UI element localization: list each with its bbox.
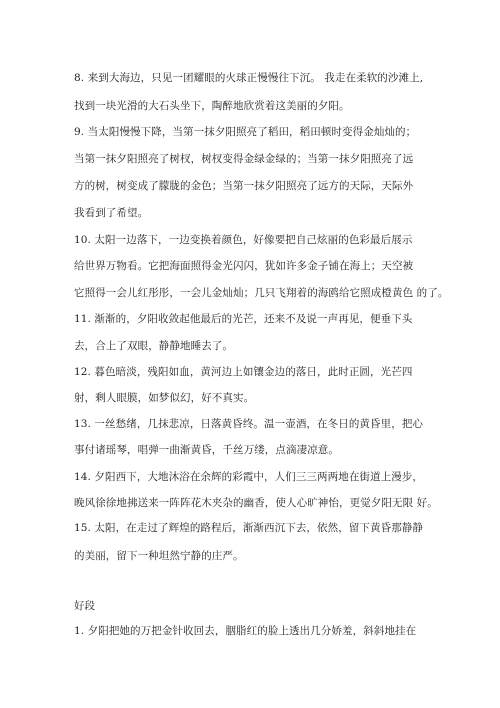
text-line: 去，合上了双眼，静静地睡去了。: [74, 340, 233, 352]
text-line: 晚风徐徐地拂送来一阵阵花木夹杂的幽香，使人心旷神怡，更觉夕阳无限 好。: [74, 497, 438, 509]
text-line: 我看到了希望。: [74, 207, 149, 219]
text-line: 事付诸瑶琴，唱弹一曲渐黄昏，千丝万缕，点滴凄凉意。: [74, 444, 339, 456]
text-line: 它照得一会儿红彤彤，一会儿金灿灿；几只飞翔着的海鸥给它照成橙黄色 的了。: [74, 287, 449, 299]
text-line: 当第一抹夕阳照亮了树杈，树杈变得金绿金绿的；当第一抹夕阳照亮了远: [74, 153, 414, 165]
text-line: 9. 当太阳慢慢下降，当第一抹夕阳照亮了稻田，稻田顿时变得金灿灿的；: [74, 126, 417, 138]
text-line: 的美丽，留下一种坦然宁静的庄严。: [74, 550, 244, 562]
text-line: 15. 太阳，在走过了辉煌的路程后，渐渐西沉下去，依然，留下黄昏那静静: [74, 522, 424, 534]
text-line: 10. 太阳一边落下，一边变换着颜色，好像要把自己炫丽的色彩最后展示: [74, 234, 413, 246]
text-line: 13. 一丝愁绪，几抹悲凉，日落黄昏终。温一壶酒，在冬日的黄昏里，把心: [74, 418, 424, 430]
text-line: 14. 夕阳西下，大地沐浴在余辉的彩霞中，人们三三两两地在街道上漫步，: [74, 471, 424, 483]
text-line: 找到一块光滑的大石头坐下，陶醉地欣赏着这美丽的夕阳。: [74, 100, 350, 112]
text-line: 11. 渐渐的，夕阳收敛起他最后的光芒，还来不及说一声再见，便垂下头: [74, 313, 413, 325]
text-line: 12. 暮色暗淡，残阳如血，黄河边上如镶金边的落日，此时正圆，光芒四: [74, 366, 413, 378]
text-line: 1. 夕阳把她的万把金针收回去，胭脂红的脸上透出几分娇羞，斜斜地挂在: [74, 625, 417, 637]
section-title: 好段: [74, 600, 95, 612]
text-line: 方的树，树变成了朦胧的金色；当第一抹夕阳照亮了远方的天际，天际外: [74, 180, 414, 192]
text-line: 射，剩人眼膜，如梦似幻，好不真实。: [74, 392, 255, 404]
text-line: 8. 来到大海边，只见一团耀眼的火球正慢慢往下沉。 我走在柔软的沙滩上,: [74, 72, 424, 84]
text-line: 给世界万物看。它把海面照得金光闪闪，犹如许多金子铺在海上；天空被: [74, 260, 414, 272]
